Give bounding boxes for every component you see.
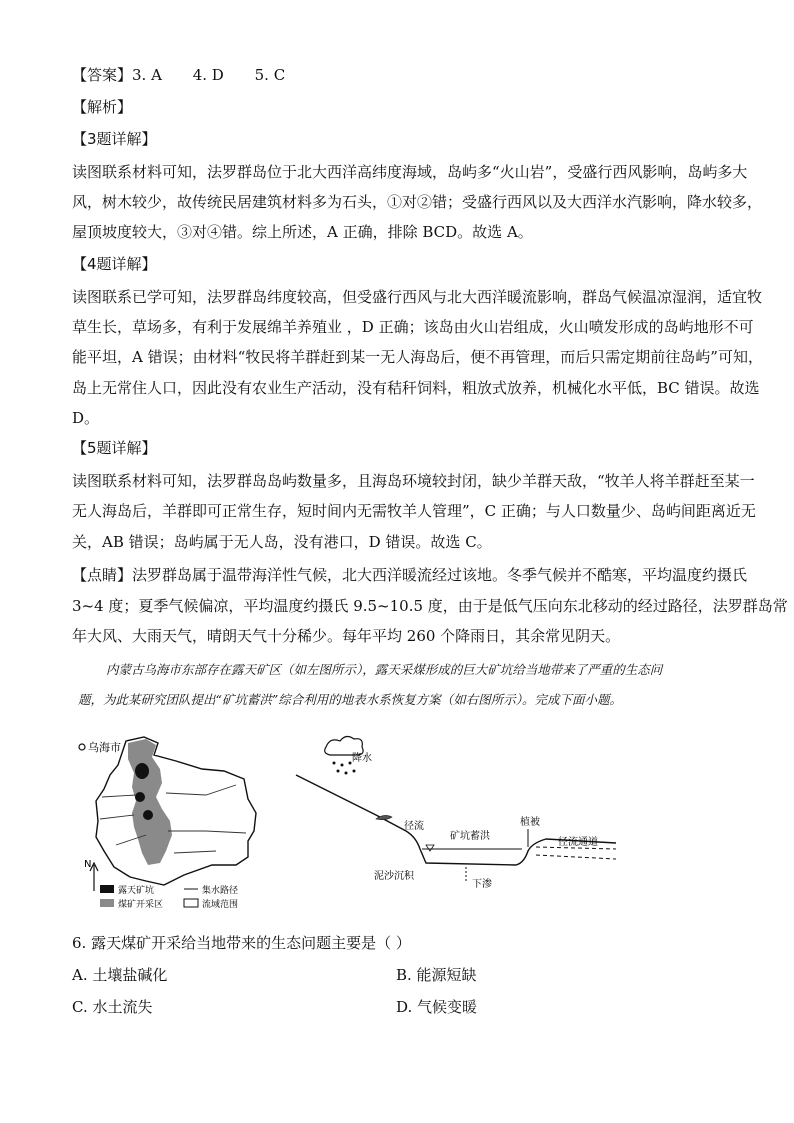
option-c[interactable]: C. 水土流失	[72, 998, 153, 1016]
answer-q5: 5. C	[254, 66, 286, 84]
analysis-label: 【解析】	[72, 98, 133, 116]
label-infiltration: 下渗	[472, 879, 492, 890]
wuhai-map	[79, 737, 256, 910]
q4-line: 草生长，草场多，有利于发展绵羊养殖业 ，D 正确；该岛由火山岩组成，火山喷发形成的岛屿地形不可	[72, 318, 754, 336]
legend-pit: 露天矿坑	[118, 886, 155, 896]
option-b[interactable]: B. 能源短缺	[396, 966, 477, 984]
q3-line: 风，树木较少，故传统民居建筑材料多为石头，①对②错；受盛行西风以及大西洋水汽影响，降水较多，	[72, 193, 763, 211]
q4-line: 能平坦，A 错误；由材料“牧民将羊群赶到某一无人海岛后，便不再管理，而后只需定期前往岛屿”可知，	[72, 348, 763, 366]
legend-path: 集水路径	[202, 886, 239, 896]
answer-q3: 3. A	[132, 66, 162, 84]
q4-line: D。	[72, 409, 100, 427]
option-a[interactable]: A. 土壤盐碱化	[72, 966, 168, 984]
label-precipitation: 降水	[352, 753, 372, 764]
legend-basin: 流域范围	[202, 900, 239, 910]
runoff-channel	[536, 847, 616, 859]
answer-q4: 4. D	[192, 66, 224, 84]
legend-mining: 煤矿开采区	[118, 900, 164, 910]
drainage-paths	[100, 785, 246, 853]
q5-label: 【5题详解】	[72, 439, 157, 457]
basin-boundary	[96, 737, 256, 885]
question-6-stem: 6. 露天煤矿开采给当地带来的生态问题主要是（ ）	[72, 934, 411, 952]
q4-label: 【4题详解】	[72, 255, 157, 273]
label-pit-storage: 矿坑蓄洪	[450, 831, 490, 842]
q5-line: 无人海岛后，羊群即可正常生存，短时间内无需牧羊人管理”，C 正确；与人口数量少、岛屿间距离近无	[72, 502, 756, 520]
passage-line: 题，为此某研究团队提出“矿坑蓄洪”综合利用的地表水系恢复方案（如右图所示）。完成下面小题。	[78, 692, 623, 707]
q5-line: 关，AB 错误；岛屿属于无人岛，没有港口，D 错误。故选 C。	[72, 533, 492, 551]
tip-line: 法罗群岛属于温带海洋性气候，北大西洋暖流经过该地。冬季气候并不酷寒，平均温度约摄氏	[132, 566, 748, 584]
q4-line: 读图联系已学可知，法罗群岛纬度较高，但受盛行西风与北大西洋暖流影响，群岛气候温凉湿润，适宜牧	[72, 288, 763, 306]
q3-line: 读图联系材料可知，法罗群岛位于北大西洋高纬度海域，岛屿多“火山岩”，受盛行西风影响，岛屿多大	[72, 163, 748, 181]
label-vegetation: 植被	[520, 817, 540, 828]
terrain-line	[296, 775, 616, 865]
answer-label: 【答案】	[72, 66, 133, 84]
legend-mining-swatch	[100, 899, 114, 907]
option-d[interactable]: D. 气候变暖	[396, 998, 478, 1016]
city-label: 乌海市	[88, 741, 121, 754]
flood-storage-diagram	[296, 736, 616, 890]
label-runoff: 径流	[404, 821, 424, 832]
legend-pit-swatch	[100, 885, 114, 893]
tip-label: 【点睛】	[72, 566, 133, 584]
open-pit	[135, 763, 149, 779]
north-label: N	[84, 859, 92, 870]
legend-basin-swatch	[184, 899, 198, 907]
tip-first-line	[72, 564, 747, 586]
open-pit	[143, 810, 153, 820]
tip-line: 3~4 度；夏季气候偏凉，平均温度约摄氏 9.5~10.5 度，由于是低气压向东北移动的经过路径，法罗群岛常	[72, 597, 788, 615]
open-pit	[135, 792, 145, 802]
label-sedimentation: 泥沙沉积	[374, 871, 414, 882]
q5-line: 读图联系材料可知，法罗群岛岛屿数量多，且海岛环境较封闭，缺少羊群天敌，“牧羊人将羊群赶至某一	[72, 472, 755, 490]
figure-panel	[76, 735, 696, 915]
label-runoff-channel: 径流通道	[558, 837, 598, 848]
city-marker	[79, 744, 85, 750]
answer-line	[72, 64, 285, 86]
passage-line: 内蒙古乌海市东部存在露天矿区（如左图所示），露天采煤形成的巨大矿坑给当地带来了严重的生态问	[106, 662, 663, 677]
tip-line: 年大风、大雨天气，晴朗天气十分稀少。每年平均 260 个降雨日，其余常见阴天。	[72, 627, 621, 645]
q4-line: 岛上无常住人口，因此没有农业生产活动，没有秸秆饲料，粗放式放养，机械化水平低，BC 错误。故选	[72, 379, 760, 397]
q3-label: 【3题详解】	[72, 130, 157, 148]
water-level-icon	[426, 845, 434, 851]
q3-line: 屋顶坡度较大，③对④错。综上所述，A 正确，排除 BCD。故选 A。	[72, 223, 533, 241]
